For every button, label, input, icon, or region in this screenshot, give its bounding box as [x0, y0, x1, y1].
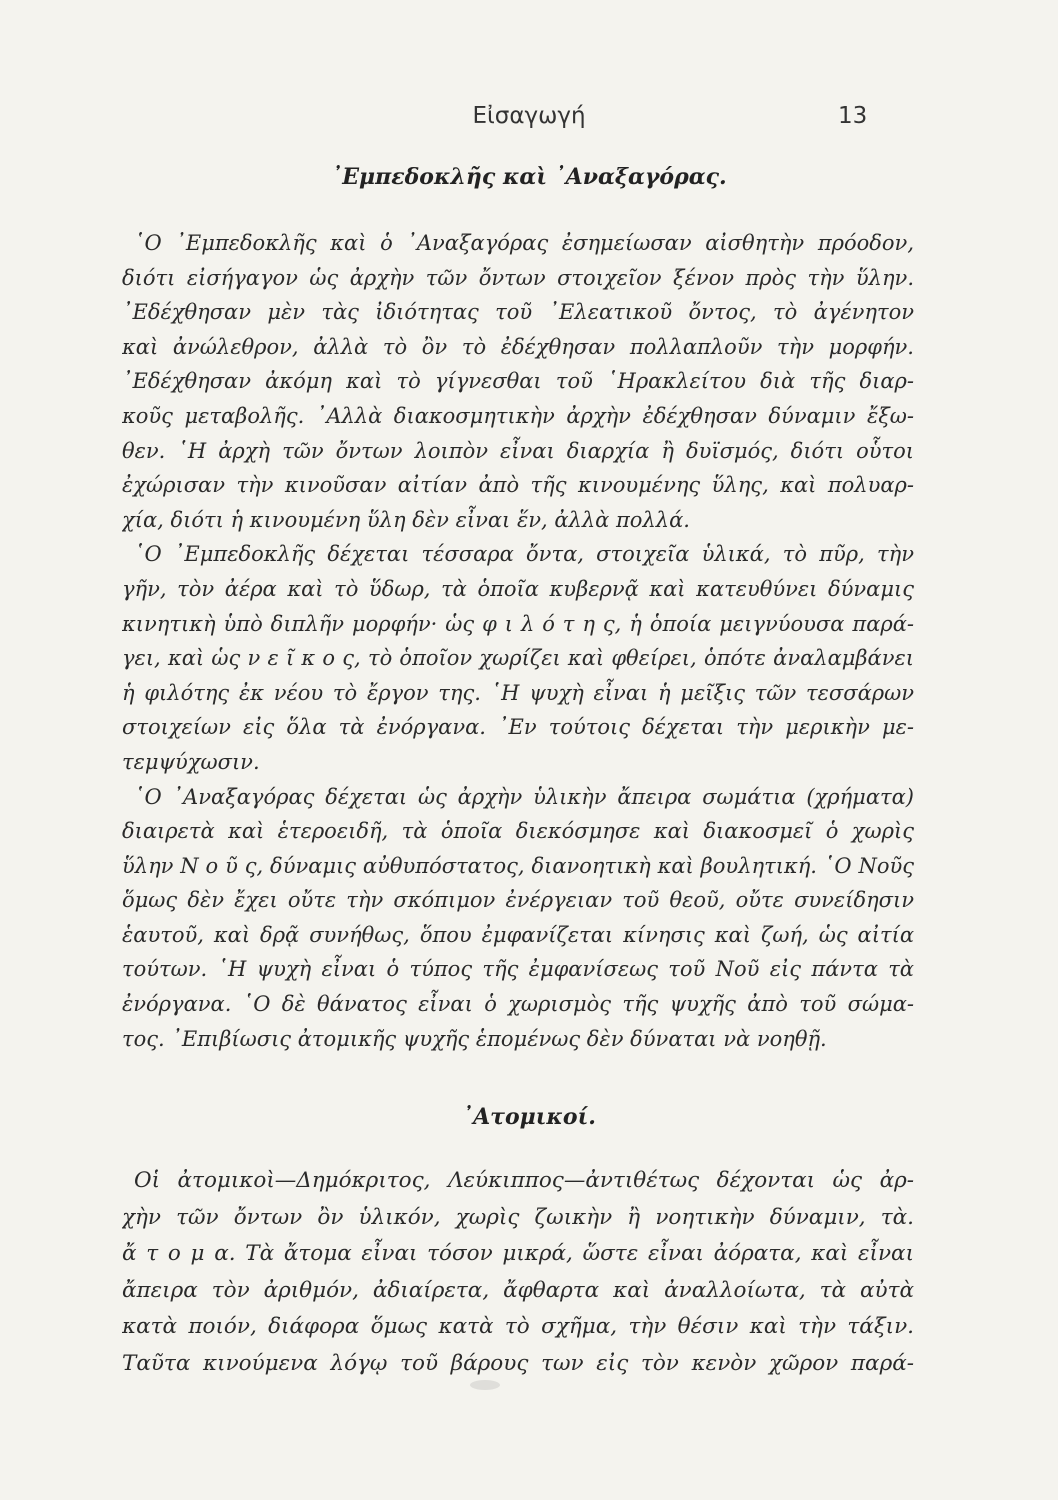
text-line: ἐχώρισαν τὴν κινοῦσαν αἰτίαν ἀπὸ τῆς κινουμένης ὕλης, καὶ πολυαρ- [122, 473, 914, 498]
text-line: ἡ φιλότης ἐκ νέου τὸ ἔργον της. ῾Η ψυχὴ εἶναι ἡ μεῖξις τῶν τεσσάρων [122, 680, 914, 705]
paragraph [122, 780, 914, 1057]
paragraph [122, 226, 914, 537]
text-line: κατὰ ποιόν, διάφορα ὅμως κατὰ τὸ σχῆμα, τὴν θέσιν καὶ τὴν τάξιν. [122, 1314, 914, 1339]
text-line: τος. ᾿Επιβίωσις ἀτομικῆς ψυχῆς ἑπομένως δὲν δύναται νὰ νοηθῇ. [122, 1026, 827, 1051]
text-line: χὴν τῶν ὄντων ὂν ὑλικόν, χωρὶς ζωικὴν ἢ νοητικὴν δύναμιν, τὰ. [122, 1204, 914, 1230]
paragraph [122, 537, 914, 779]
text-line: τούτων. ῾Η ψυχὴ εἶναι ὁ τύπος τῆς ἐμφανίσεως τοῦ Νοῦ εἰς πάντα τὰ [122, 957, 914, 982]
running-title: Εἰσαγωγή [472, 103, 586, 129]
text-line: χία, διότι ἡ κινουμένη ὕλη δὲν εἶναι ἕν, ἀλλὰ πολλά. [122, 507, 690, 532]
text-line: ὕλην Ν ο ῦ ς, δύναμις αὐθυπόστατος, διανοητικὴ καὶ βουλητική. ῾Ο Νοῦς [122, 853, 914, 878]
text-line: ἑαυτοῦ, καὶ δρᾷ συνήθως, ὅπου ἐμφανίζεται κίνησις καὶ ζωή, ὡς αἰτία [122, 922, 914, 947]
text-line: τεμψύχωσιν. [122, 749, 260, 774]
section-heading-atomists: ᾿Ατομικοί. [462, 1104, 596, 1130]
text-line: διότι εἰσήγαγον ὡς ἀρχὴν τῶν ὄντων στοιχεῖον ξένον πρὸς τὴν ὕλην. [122, 265, 914, 290]
text-line: ᾿Εδέχθησαν ἀκόμη καὶ τὸ γίγνεσθαι τοῦ ῾Ηρακλείτου διὰ τῆς διαρ- [122, 369, 914, 394]
text-line: ἄπειρα τὸν ἀριθμόν, ἀδιαίρετα, ἄφθαρτα καὶ ἀναλλοίωτα, τὰ αὐτὰ [122, 1277, 914, 1303]
text-line: Οἱ ἀτομικοὶ—Δημόκριτος, Λεύκιππος—ἀντιθέτως δέχονται ὡς ἀρ- [134, 1168, 914, 1193]
ink-smudge [470, 1380, 500, 1390]
text-line: ἄ τ ο μ α. Τὰ ἄτομα εἶναι τόσον μικρά, ὥστε εἶναι ἀόρατα, καὶ εἶναι [122, 1241, 914, 1266]
section-body-atomists [122, 1163, 914, 1382]
paragraph [122, 1163, 914, 1382]
page-number: 13 [838, 103, 868, 129]
text-line: ῾Ο ᾿Εμπεδοκλῆς δέχεται τέσσαρα ὄντα, στοιχεῖα ὑλικά, τὸ πῦρ, τὴν [134, 542, 914, 567]
text-line: καὶ ἀνώλεθρον, ἀλλὰ τὸ ὂν τὸ ἐδέχθησαν πολλαπλοῦν τὴν μορφήν. [122, 334, 914, 359]
text-line: ὅμως δὲν ἔχει οὔτε τὴν σκόπιμον ἐνέργειαν τοῦ θεοῦ, οὔτε συνείδησιν [122, 888, 914, 913]
text-line: κινητικὴ ὑπὸ διπλῆν μορφήν· ὡς φ ι λ ό τ η ς, ἡ ὁποία μειγνύουσα παρά- [122, 611, 914, 636]
text-line: ᾿Εδέχθησαν μὲν τὰς ἰδιότητας τοῦ ᾿Ελεατικοῦ ὄντος, τὸ ἀγένητον [122, 300, 914, 325]
text-line: κοῦς μεταβολῆς. ᾿Αλλὰ διακοσμητικὴν ἀρχὴν ἐδέχθησαν δύναμιν ἔξω- [122, 403, 914, 428]
text-line: γει, καὶ ὡς ν ε ῖ κ ο ς, τὸ ὁποῖον χωρίζει καὶ φθείρει, ὁπότε ἀναλαμβάνει [122, 646, 914, 671]
text-line: ῾Ο ᾿Αναξαγόρας δέχεται ὡς ἀρχὴν ὑλικὴν ἄπειρα σωμάτια (χρήματα) [134, 784, 914, 809]
text-line: Ταῦτα κινούμενα λόγῳ τοῦ βάρους των εἰς τὸν κενὸν χῶρον παρά- [122, 1350, 914, 1376]
text-line: ἐνόργανα. ῾Ο δὲ θάνατος εἶναι ὁ χωρισμὸς τῆς ψυχῆς ἀπὸ τοῦ σώμα- [122, 992, 914, 1017]
text-line: ῾Ο ᾿Εμπεδοκλῆς καὶ ὁ ᾿Αναξαγόρας ἐσημείωσαν αἰσθητὴν πρόοδον, [134, 231, 914, 255]
text-line: θεν. ῾Η ἀρχὴ τῶν ὄντων λοιπὸν εἶναι διαρχία ἢ δυϊσμός, διότι οὗτοι [122, 438, 914, 463]
section-body-empedocles-anaxagoras [122, 226, 914, 1056]
text-line: γῆν, τὸν ἀέρα καὶ τὸ ὕδωρ, τὰ ὁποῖα κυβερνᾷ καὶ κατευθύνει δύναμις [122, 576, 914, 601]
text-line: στοιχείων εἰς ὅλα τὰ ἐνόργανα. ᾿Εν τούτοις δέχεται τὴν μερικὴν με- [122, 715, 914, 740]
text-line: διαιρετὰ καὶ ἑτεροειδῆ, τὰ ὁποῖα διεκόσμησε καὶ διακοσμεῖ ὁ χωρὶς [122, 819, 914, 844]
section-heading-empedocles-anaxagoras: ᾿Εμπεδοκλῆς καὶ ᾿Αναξαγόρας. [331, 164, 727, 190]
